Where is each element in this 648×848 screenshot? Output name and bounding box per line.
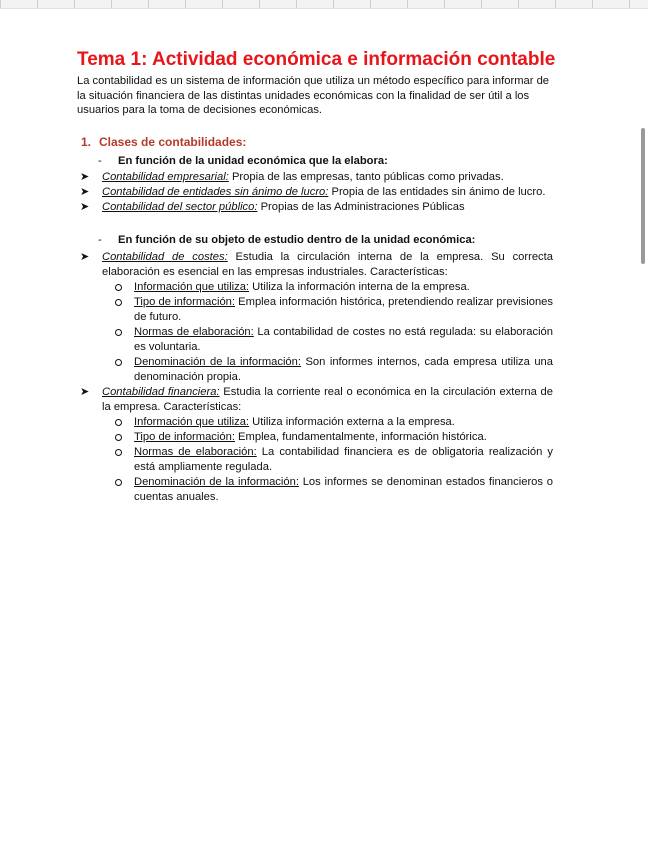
feature-item (77, 295, 553, 325)
list-item-financiera (77, 385, 553, 505)
feature-item (77, 475, 553, 505)
circle-bullet-icon (115, 449, 122, 456)
feature-label: Normas de elaboración: (134, 325, 254, 338)
feature-item (77, 415, 553, 430)
feature-text: Emplea, fundamentalmente, información histórica. (234, 430, 487, 443)
circle-bullet-icon (115, 359, 122, 366)
feature-text: La contabilidad financiera es de obligatoria realización y está ampliamente regulada. (134, 445, 553, 473)
circle-bullet-icon (115, 419, 122, 426)
page-title: Tema 1: Actividad económica e información contable (77, 49, 556, 70)
group2-heading-text: En función de su objeto de estudio dentro de la unidad económica: (118, 234, 476, 247)
circle-bullet-icon (115, 284, 122, 291)
feature-label: Tipo de información: (134, 295, 236, 308)
feature-label: Denominación de la información: (134, 355, 301, 368)
circle-bullet-icon (115, 329, 122, 336)
item-term: Contabilidad empresarial: (102, 171, 229, 184)
group2-list (77, 250, 553, 505)
arrow-bullet-icon: ➤ (80, 186, 90, 199)
item-term: Contabilidad de costes: (102, 250, 228, 263)
financiera-features (102, 415, 553, 505)
section-number: 1. (81, 134, 92, 149)
feature-text: La contabilidad de costes no está regulada: su elaboración es voluntaria. (134, 325, 553, 353)
top-ruler (0, 0, 648, 9)
feature-label: Tipo de información: (134, 430, 235, 443)
list-item (77, 170, 553, 185)
feature-label: Información que utiliza: (134, 280, 250, 293)
list-item (77, 200, 553, 215)
feature-text: Utiliza información externa a la empresa. (249, 415, 455, 428)
item-term: Contabilidad del sector público: (102, 201, 258, 214)
feature-item (77, 355, 553, 385)
item-text: Estudia la corriente real o económica en la circulación externa de la empresa. Características: (102, 385, 553, 413)
group1-heading-text: En función de la unidad económica que la elabora: (118, 154, 388, 167)
feature-text: Los informes se denominan estados financieros o cuentas anuales. (134, 475, 553, 503)
list-item (77, 185, 553, 200)
feature-text: Son informes internos, cada empresa utiliza una denominación propia. (134, 355, 553, 383)
feature-item (77, 280, 553, 295)
feature-label: Normas de elaboración: (134, 445, 257, 458)
list-item-costes (77, 250, 553, 385)
dash-bullet: - (98, 154, 102, 167)
item-text: Propias de las Administraciones Públicas (257, 201, 465, 214)
section-heading (81, 134, 553, 150)
feature-item (77, 445, 553, 475)
arrow-bullet-icon: ➤ (80, 201, 90, 214)
feature-item (77, 325, 553, 355)
circle-bullet-icon (115, 434, 122, 441)
arrow-bullet-icon: ➤ (80, 171, 90, 184)
costes-features (102, 280, 553, 385)
vertical-scrollbar[interactable] (641, 128, 645, 264)
item-text: Propia de las entidades sin ánimo de lucro. (328, 186, 546, 199)
item-term: Contabilidad financiera: (102, 385, 220, 398)
item-text: Propia de las empresas, tanto públicas como privadas. (228, 171, 504, 184)
feature-label: Información que utiliza: (134, 415, 250, 428)
feature-text: Emplea información histórica, pretendiendo realizar previsiones de futuro. (134, 295, 553, 323)
section-heading-text: Clases de contabilidades: (99, 134, 247, 149)
circle-bullet-icon (115, 299, 122, 306)
arrow-bullet-icon: ➤ (80, 385, 90, 398)
feature-text: Utiliza la información interna de la empresa. (249, 280, 470, 293)
feature-label: Denominación de la información: (134, 475, 299, 488)
intro-paragraph: La contabilidad es un sistema de información que utiliza un método específico para informar de la situación financiera de las distintas unidades económicas con la finalidad de ser útil a los usuarios para la toma de decisiones económicas. (77, 75, 550, 117)
group2-heading (98, 233, 553, 248)
circle-bullet-icon (115, 479, 122, 486)
arrow-bullet-icon: ➤ (80, 250, 90, 263)
dash-bullet: - (98, 234, 102, 247)
item-text: Estudia la circulación interna de la empresa. Su correcta elaboración es esencial en las empresas industriales. Características: (102, 250, 553, 278)
item-term: Contabilidad de entidades sin ánimo de lucro: (102, 186, 329, 199)
feature-item (77, 430, 553, 445)
document-page (77, 48, 556, 505)
group1-list (77, 170, 553, 215)
group1-heading (98, 154, 553, 169)
